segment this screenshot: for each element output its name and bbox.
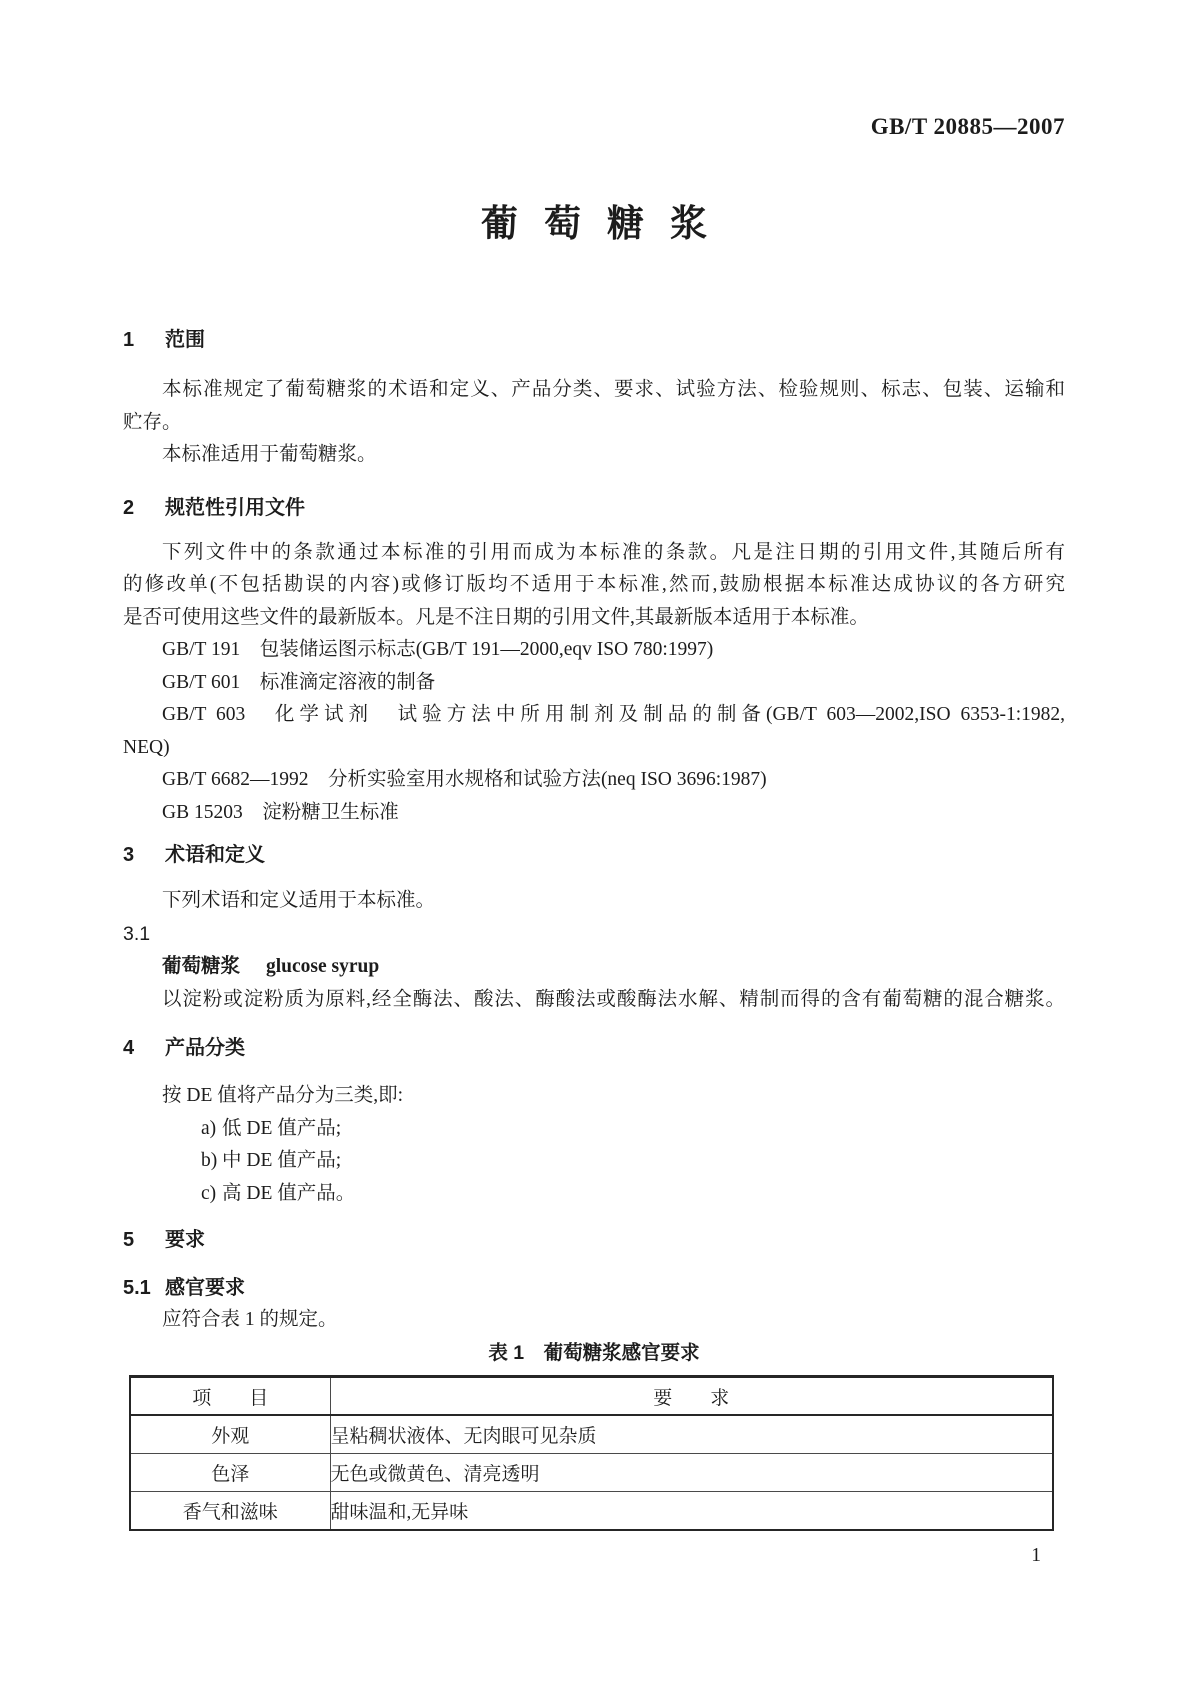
section-1-paragraph-line: 贮存。 <box>123 411 182 433</box>
table-cell-item: 外观 <box>130 1415 330 1454</box>
table-cell-item: 色泽 <box>130 1454 330 1492</box>
section-4-intro: 按 DE 值将产品分为三类,即: <box>162 1085 404 1106</box>
table-row <box>130 1415 1053 1454</box>
table-header-row <box>130 1377 1053 1416</box>
page-content <box>123 0 1065 1569</box>
reference-line: GB/T 6682—1992 分析实验室用水规格和试验方法(neq ISO 3696:1987) <box>162 769 767 790</box>
section-2-paragraph-line: 是否可使用这些文件的最新版本。凡是不注日期的引用文件,其最新版本适用于本标准。 <box>123 606 869 628</box>
classification-item-label: b) <box>201 1150 218 1171</box>
table-1 <box>129 1375 1054 1531</box>
section-3-number: 3 <box>123 844 135 866</box>
reference-line: GB/T 601 标准滴定溶液的制备 <box>162 671 436 693</box>
classification-item-text: 中 DE 值产品; <box>222 1150 342 1171</box>
classification-item <box>123 1145 1065 1178</box>
section-3-title: 术语和定义 <box>165 844 265 866</box>
section-4-number: 4 <box>123 1037 135 1059</box>
section-2-number: 2 <box>123 496 135 519</box>
section-4-title: 产品分类 <box>165 1037 245 1059</box>
page-number: 1 <box>1031 1545 1041 1566</box>
section-5-1-heading <box>123 1272 1065 1304</box>
classification-item-label: c) <box>201 1182 217 1204</box>
section-2-heading <box>123 492 1065 524</box>
section-5-title: 要求 <box>165 1229 205 1251</box>
reference-line: GB 15203 淀粉糖卫生标准 <box>162 801 399 823</box>
table-1-caption: 表 1 葡萄糖浆感官要求 <box>488 1341 700 1364</box>
table-cell-requirement: 甜味温和,无异味 <box>330 1492 1053 1531</box>
section-5-1-title: 感官要求 <box>165 1277 245 1299</box>
section-1-heading <box>123 324 1065 356</box>
term-definition-text: 以淀粉或淀粉质为原料,经全酶法、酸法、酶酸法或酸酶法水解、精制而得的含有葡萄糖的混合糖浆。 <box>162 988 1065 1010</box>
classification-item-text: 低 DE 值产品; <box>222 1117 342 1139</box>
term-chinese: 葡萄糖浆 <box>162 955 241 977</box>
section-5-1-number: 5.1 <box>123 1277 151 1299</box>
reference-line: GB/T 603 化学试剂 试验方法中所用制剂及制品的制备(GB/T 603—2002,ISO 6353-1:1982, <box>162 704 1065 725</box>
table-cell-requirement: 无色或微黄色、清亮透明 <box>330 1454 1053 1492</box>
section-3-heading <box>123 839 1065 871</box>
table-row <box>130 1454 1053 1492</box>
section-1-paragraph-line: 本标准适用于葡萄糖浆。 <box>162 444 377 465</box>
document-title: 葡萄糖浆 <box>481 203 733 244</box>
term-english: glucose syrup <box>266 956 380 977</box>
clause-3-1-number: 3.1 <box>123 922 151 945</box>
table-cell-item: 香气和滋味 <box>130 1492 330 1531</box>
reference-line-continuation: NEQ) <box>123 736 170 758</box>
section-1-title: 范围 <box>165 329 205 351</box>
section-5-1-intro: 应符合表 1 的规定。 <box>162 1309 338 1330</box>
section-2-title: 规范性引用文件 <box>165 496 305 519</box>
section-1-number: 1 <box>123 329 135 351</box>
section-2-paragraph-line: 下列文件中的条款通过本标准的引用而成为本标准的条款。凡是注日期的引用文件,其随后所有 <box>162 541 1065 563</box>
term-definition-line <box>123 950 1065 984</box>
standard-code: GB/T 20885—2007 <box>870 114 1065 139</box>
section-3-intro: 下列术语和定义适用于本标准。 <box>162 890 436 911</box>
section-4-heading <box>123 1032 1065 1064</box>
classification-item <box>123 1113 1065 1146</box>
reference-line: GB/T 191 包装储运图示标志(GB/T 191—2000,eqv ISO 780:1997) <box>162 639 714 660</box>
table-header-requirement: 要 求 <box>330 1377 1053 1416</box>
table-header-item: 项 目 <box>130 1377 330 1416</box>
section-5-number: 5 <box>123 1229 135 1251</box>
section-2-paragraph-line: 的修改单(不包括勘误的内容)或修订版均不适用于本标准,然而,鼓励根据本标准达成协议的各方研究 <box>123 574 1065 595</box>
table-cell-requirement: 呈粘稠状液体、无肉眼可见杂质 <box>330 1415 1053 1454</box>
classification-item-label: a) <box>201 1117 217 1139</box>
classification-item <box>123 1178 1065 1211</box>
classification-item-text: 高 DE 值产品。 <box>222 1182 356 1204</box>
table-row <box>130 1492 1053 1531</box>
section-5-heading <box>123 1224 1065 1256</box>
section-1-paragraph-line: 本标准规定了葡萄糖浆的术语和定义、产品分类、要求、试验方法、检验规则、标志、包装、运输和 <box>162 379 1065 400</box>
